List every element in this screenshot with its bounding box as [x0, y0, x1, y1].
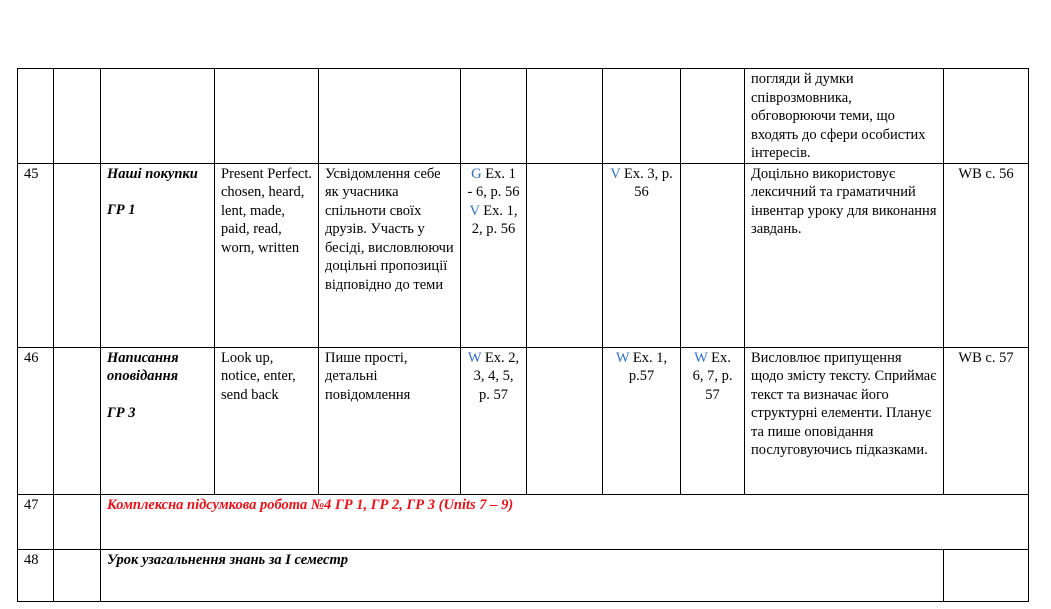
values-cell [319, 163, 461, 347]
exercise-cell [681, 347, 745, 494]
exercise-cell [603, 347, 681, 494]
homework-cell [944, 163, 1029, 347]
values-cell [319, 347, 461, 494]
table-cell [54, 163, 101, 347]
table-cell [603, 69, 681, 164]
lesson-plan-table [17, 68, 1029, 602]
skill-letter: W [694, 349, 708, 366]
table-row [18, 549, 1029, 601]
skill-letter: V [610, 165, 621, 182]
table-cell [54, 69, 101, 164]
table-cell [527, 163, 603, 347]
competence-cell [745, 347, 944, 494]
exercise-text: Ex. 2, 3, 4, 5, p. 57 [473, 349, 520, 403]
skill-letter: G [471, 165, 482, 182]
competence-cell [745, 69, 944, 164]
table-cell [54, 494, 101, 549]
grammar-cell [215, 163, 319, 347]
lesson-title: Урок узагальнення знань за I семестр [107, 551, 349, 568]
table-cell [54, 549, 101, 601]
exercise-text: Ex. 3, p. 56 [624, 165, 673, 200]
skill-letter: W [615, 349, 630, 366]
homework-text: WB c. 57 [958, 349, 1014, 366]
table-cell [101, 69, 215, 164]
lesson-topic: Написання оповідання [107, 349, 179, 384]
table-cell [18, 69, 54, 164]
exercise-cell [461, 347, 527, 494]
skill-letter: V [469, 202, 480, 219]
homework-cell [944, 347, 1029, 494]
exercise-text: Ex. 1, 2, p. 56 [471, 202, 518, 237]
assessment-title: Комплексна підсумкова робота №4 ГР 1, ГР 2, ГР 3 (Units 7 – 9) [107, 496, 514, 513]
competence-text: Висловлює припущення щодо змісту тексту. Сприймає текст та визначає його структурні елементи. Планує та пише оповідання послуговуючись підказками. [751, 349, 937, 458]
lesson-number: 48 [18, 549, 54, 601]
lesson-topic-cell [101, 163, 215, 347]
grammar-text: Present Perfect. chosen, heard, lent, made, paid, read, worn, written [221, 165, 312, 256]
competence-cell [745, 163, 944, 347]
exercise-cell [461, 163, 527, 347]
lesson-group: ГР 1 [107, 202, 136, 218]
competence-text: погляди й думки співрозмовника, обговорюючи теми, що входять до сфери особистих інтересів. [751, 71, 926, 161]
table-cell [527, 347, 603, 494]
table-row [18, 347, 1029, 494]
grammar-cell [215, 347, 319, 494]
exercise-text: Ex. 1 - 6, p. 56 [467, 165, 520, 200]
table-row [18, 494, 1029, 549]
grammar-text: Look up, notice, enter, send back [221, 349, 296, 403]
merged-title-cell [101, 494, 1029, 549]
exercise-text: Ex. 1, p.57 [628, 349, 668, 384]
table-cell [319, 69, 461, 164]
lesson-number: 47 [18, 494, 54, 549]
competence-text: Доцільно використовує лексичний та граматичний інвентар уроку для виконання завдань. [751, 165, 937, 237]
lesson-number: 45 [18, 163, 54, 347]
homework-text: WB c. 56 [958, 165, 1014, 182]
merged-title-cell [101, 549, 944, 601]
table-row [18, 163, 1029, 347]
lesson-topic-cell [101, 347, 215, 494]
exercise-text: Ex. 6, 7, p. 57 [692, 349, 733, 403]
table-cell [527, 69, 603, 164]
table-cell [944, 69, 1029, 164]
values-text: Пише прості, детальні повідомлення [325, 349, 411, 403]
lesson-topic: Наші покупки [107, 165, 198, 182]
table-cell [944, 549, 1029, 601]
table-cell [215, 69, 319, 164]
lesson-group: ГР 3 [107, 404, 136, 421]
table-cell [681, 69, 745, 164]
table-cell [54, 347, 101, 494]
table-cell [461, 69, 527, 164]
lesson-number: 46 [18, 347, 54, 494]
skill-letter: W [467, 349, 482, 366]
exercise-cell [603, 163, 681, 347]
values-text: Усвідомлення себе як учасника спільноти своїх друзів. Участь у бесіді, висловлюючи доцільні пропозиції відповідно до теми [325, 165, 454, 293]
table-row [18, 69, 1029, 164]
table-cell [681, 163, 745, 347]
